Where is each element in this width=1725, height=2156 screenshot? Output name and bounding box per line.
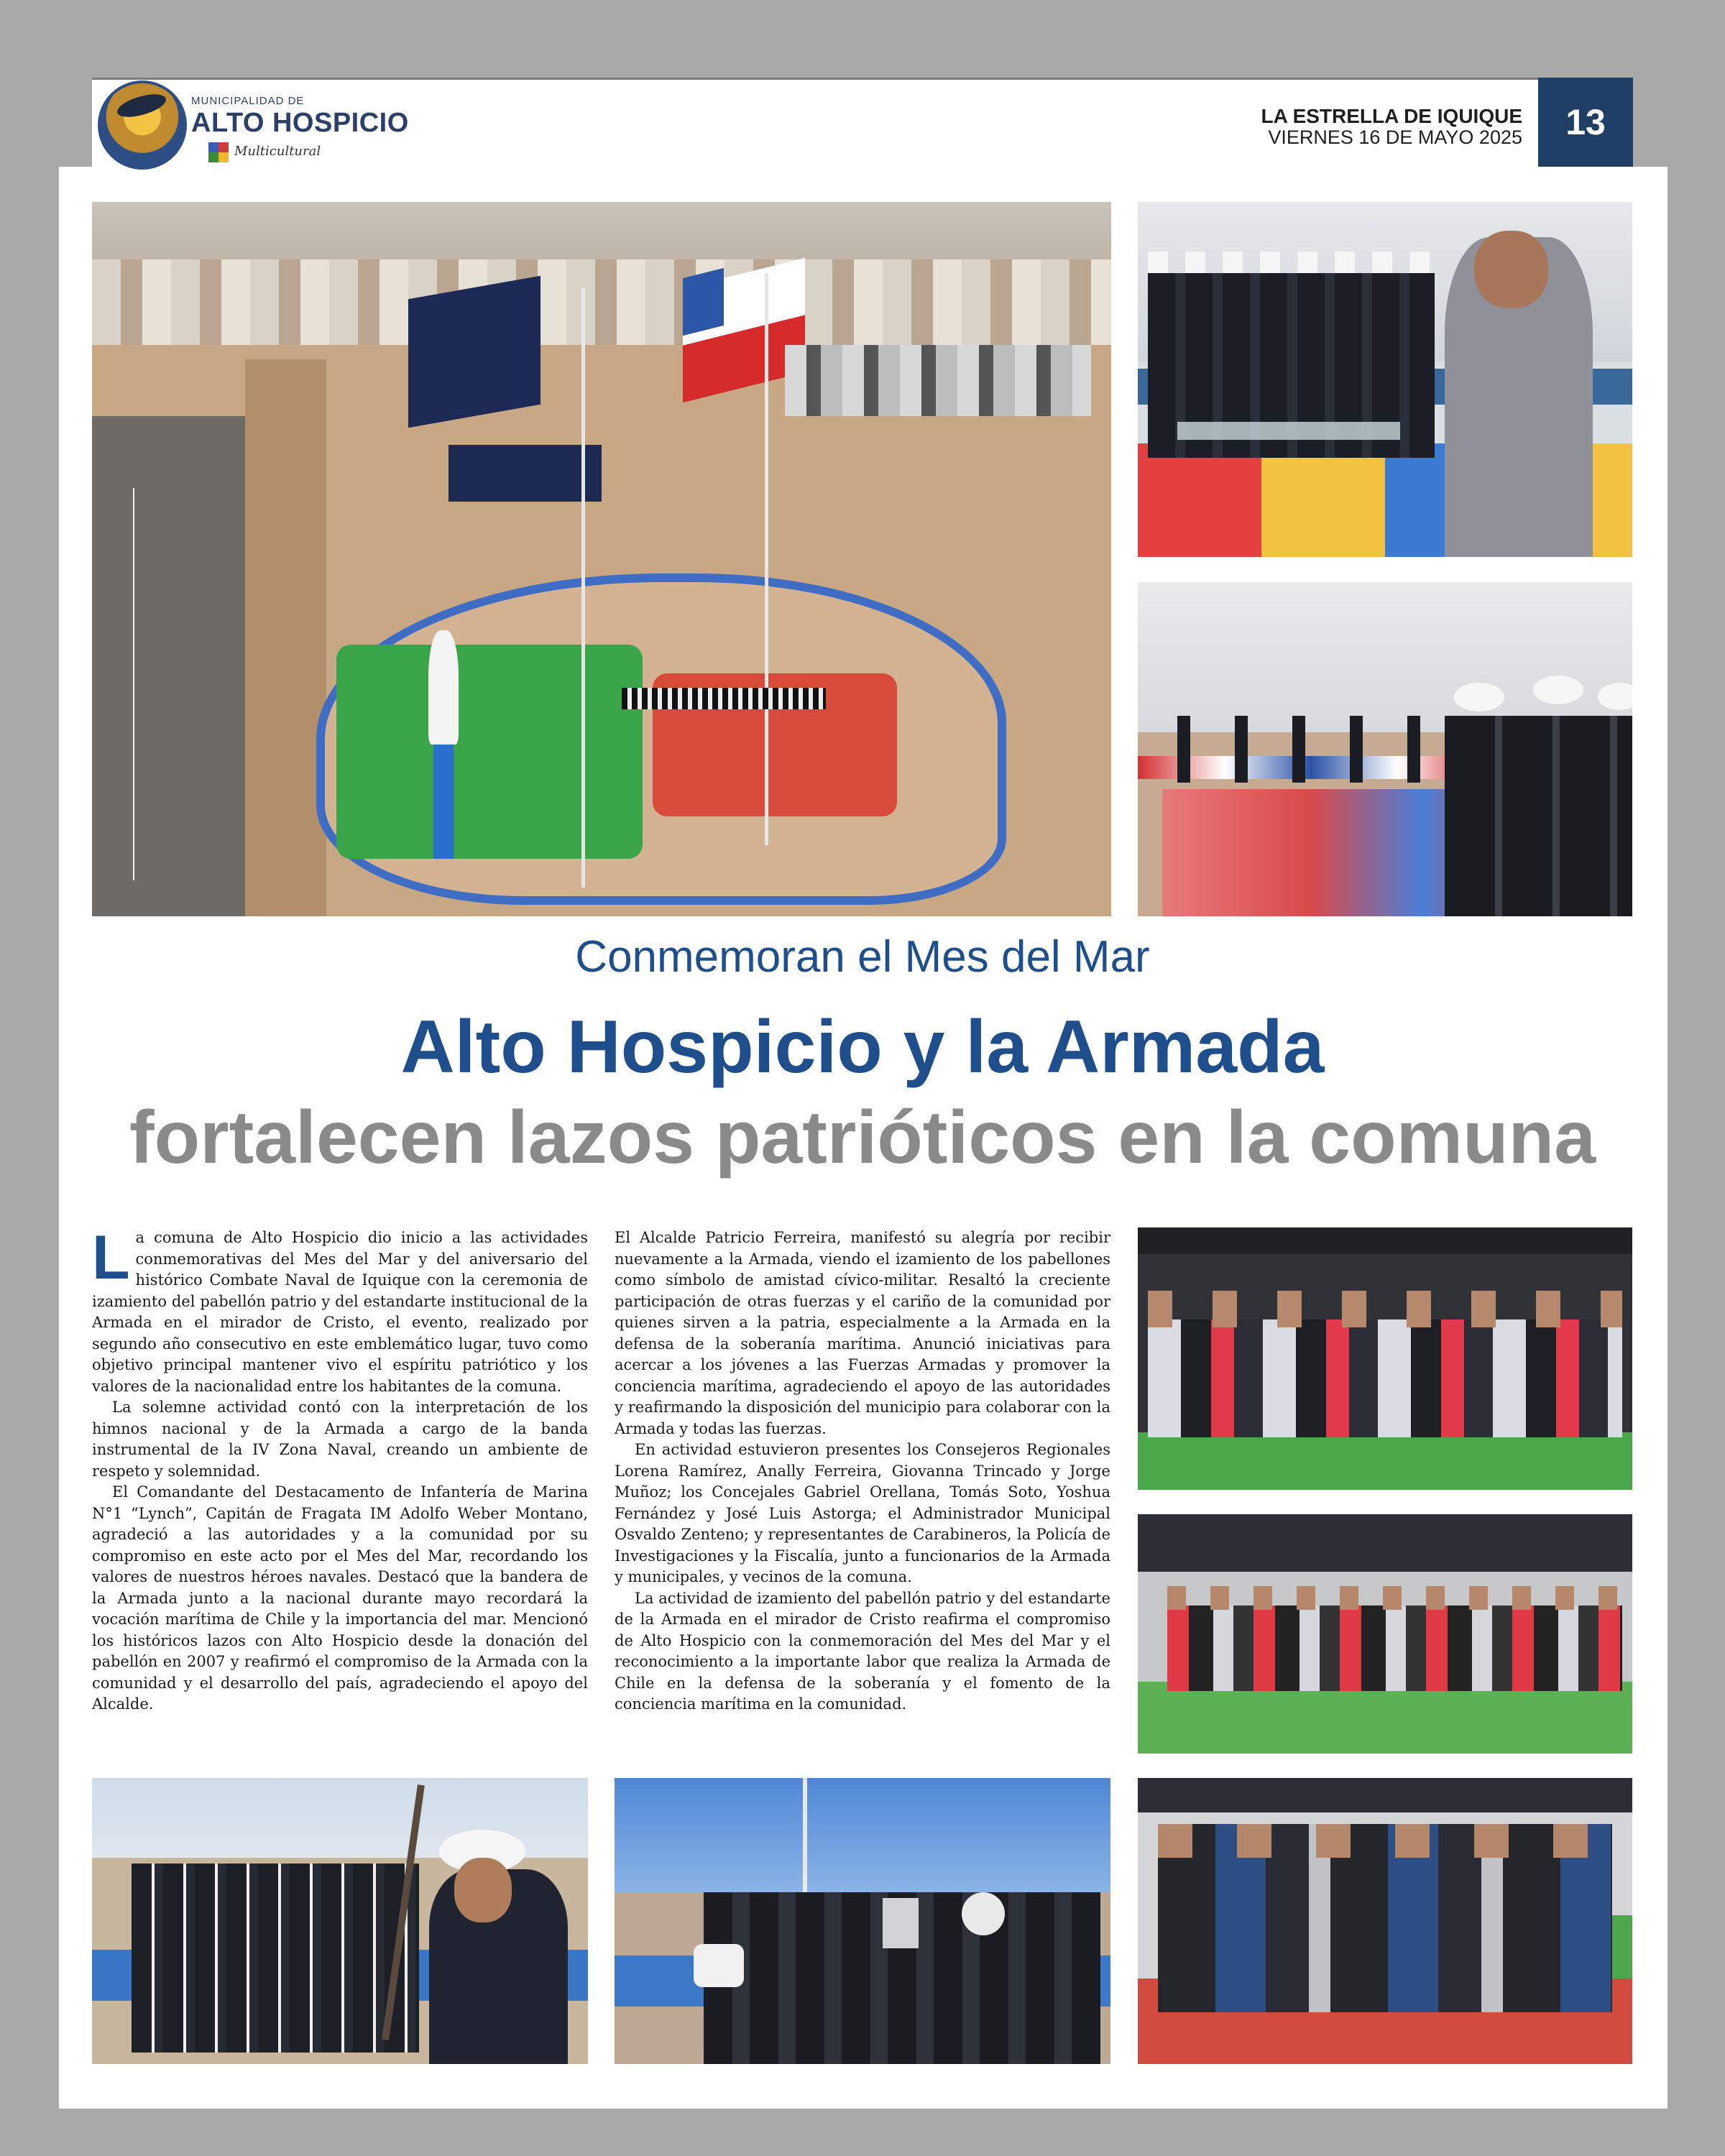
logo-subtitle: MUNICIPALIDAD DE — [191, 95, 305, 107]
photo-audience-under-tent-2 — [1138, 1514, 1632, 1754]
condor-icon — [115, 91, 168, 120]
logo-title: ALTO HOSPICIO — [191, 108, 409, 138]
article-column-2 — [615, 1227, 1110, 1715]
page-number: 13 — [1538, 78, 1633, 167]
photo-audience-under-tent-1 — [1138, 1227, 1632, 1490]
paragraph-4: El Alcalde Patricio Ferreira, manifestó su alegría por recibir nuevamente a la Armada, viendo el izamiento de los pabellones como símbolo de amistad cívico-militar. Resaltó la creciente participación de otras fuerzas y el cariño de la comunidad por quienes sirven a la patria, especialmente a la Armada en la defensa de la soberanía marítima. Anunció iniciativas para acercar a los jóvenes a las Fuerzas Armadas y promover la conciencia marítima, agradeciendo el apoyo de las autoridades y reafirmando la disposición del municipio para colaborar con la Armada y todas las fuerzas. — [615, 1229, 1110, 1437]
article-kicker: Conmemoran el Mes del Mar — [575, 932, 1150, 982]
drop-cap: L — [92, 1223, 130, 1292]
photo-naval-band — [615, 1778, 1110, 2064]
photo-rifle-salute — [92, 1778, 588, 2064]
photo-officials-seated — [1138, 1778, 1632, 2064]
photo-speaker-at-podium — [1138, 202, 1632, 557]
photo-aerial-flag-ceremony — [92, 202, 1111, 916]
paragraph-1-text: a comuna de Alto Hospicio dio inicio a las actividades conmemorativas del Mes del Mar y del aniversario del histórico Combate Naval de Iquique con la ceremonia de izamiento del pabellón patrio y del estandarte institucional de la Armada en el mirador de Cristo, el evento, realizado por segundo año consecutivo en este emblemático lugar, tuvo como objetivo principal mantener vivo el espíritu patriótico y los valores de la nacionalidad entre los habitantes de la comuna. — [92, 1229, 588, 1395]
article-headline-line2: fortalecen lazos patrióticos en la comuna — [129, 1096, 1596, 1179]
wiphala-flag-icon — [208, 142, 229, 162]
article-column-1 — [92, 1223, 588, 1715]
photo-marines-holding-flag — [1138, 582, 1632, 916]
logo-tagline: Multicultural — [234, 144, 321, 159]
newspaper-name: LA ESTRELLA DE IQUIQUE — [1261, 105, 1522, 127]
paragraph-2: La solemne actividad contó con la interpretación de los himnos nacional y de la Armada a cargo de la banda instrumental de la IV Zona Naval, creando un ambiente de respeto y solemnidad. — [92, 1399, 588, 1480]
paragraph-3: El Comandante del Destacamento de Infantería de Marina N°1 “Lynch”, Capitán de Fragata IM Adolfo Weber Montano, agradeció a las autoridades y a la comunidad por su compromiso en este acto por el Mes del Mar, recordando los valores de nuestros héroes navales. Destacó que la bandera de la Armada junto a la nacional durante mayo recordará la vocación marítima de Chile y la importancia del mar. Mencionó los históricos lazos con Alto Hospicio desde la donación del pabellón en 2007 y reafirmó el compromiso de la Armada con la comunidad y el desarrollo del país, agradeciendo el apoyo del Alcalde. — [92, 1483, 588, 1713]
article-headline-line1: Alto Hospicio y la Armada — [400, 1005, 1325, 1089]
paragraph-1 — [92, 1223, 588, 1397]
newspaper-date: VIERNES 16 DE MAYO 2025 — [1268, 126, 1522, 148]
municipality-logo-emblem — [98, 80, 187, 170]
paragraph-6: La actividad de izamiento del pabellón patrio y del estandarte de la Armada en el mirador de Cristo reafirma el compromiso de Alto Hospicio con la conmemoración del Mes del Mar y el reconocimiento a la importante labor que realiza la Armada de Chile en la defensa de la soberanía y el fomento de la conciencia marítima en la comunidad. — [615, 1589, 1110, 1713]
paragraph-5: En actividad estuvieron presentes los Consejeros Regionales Lorena Ramírez, Anally Ferreira, Giovanna Trincado y Jorge Muñoz; los Concejales Gabriel Orellana, Tomás Soto, Yoshua Fernández y José Luis Astorga; el Administrador Municipal Osvaldo Zenteno; y representantes de Carabineros, la Policía de Investigaciones y la Fiscalía, junto a funcionarios de la Armada y municipales, y vecinos de la comuna. — [615, 1441, 1110, 1585]
